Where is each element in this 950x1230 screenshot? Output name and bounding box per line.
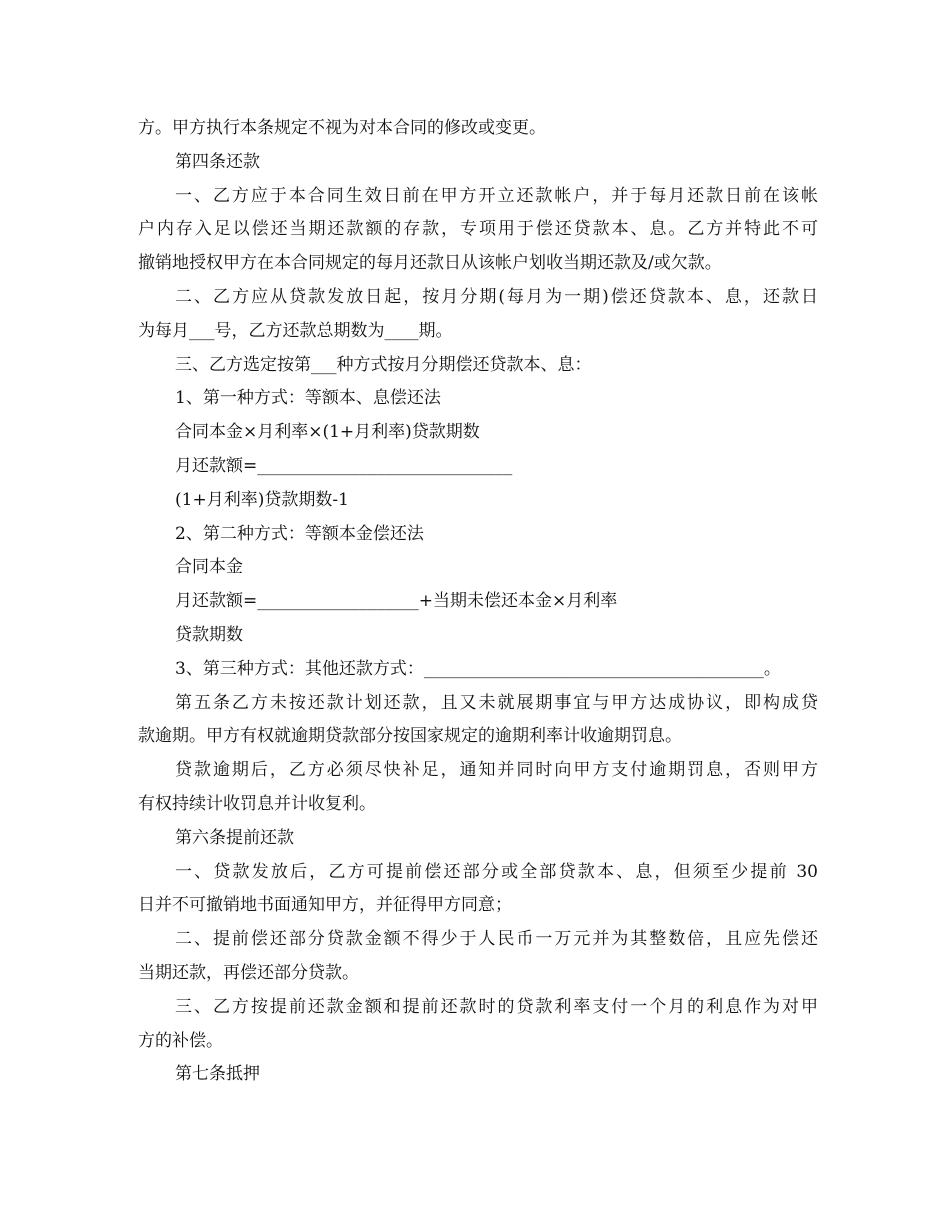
text-line: 二、提前偿还部分贷款金额不得少于人民币一万元并为其整数倍，且应先偿还 — [175, 929, 818, 950]
text-line: 有权持续计收罚息并计收复利。 — [138, 793, 376, 814]
text-line: 三、乙方选定按第___种方式按月分期偿还贷款本、息： — [175, 354, 592, 375]
text-line: 一、贷款发放后，乙方可提前偿还部分或全部贷款本、息，但须至少提前 30 — [175, 861, 818, 882]
text-line: 一、乙方应于本合同生效日前在甲方开立还款帐户，并于每月还款日前在该帐 — [175, 185, 818, 206]
text-line: 贷款期数 — [175, 624, 243, 645]
text-line: 三、乙方按提前还款金额和提前还款时的贷款利率支付一个月的利息作为对甲 — [175, 996, 818, 1017]
text-line: 撤销地授权甲方在本合同规定的每月还款日从该帐户划收当期还款及/或欠款。 — [138, 253, 722, 274]
text-line: 方。甲方执行本条规定不视为对本合同的修改或变更。 — [138, 118, 546, 138]
text-line: 户内存入足以偿还当期还款额的存款，专项用于偿还贷款本、息。乙方并特此不可 — [138, 219, 818, 240]
text-line: 贷款逾期后，乙方必须尽快补足，通知并同时向甲方支付逾期罚息，否则甲方 — [175, 760, 818, 781]
text-line: 第五条乙方未按还款计划还款，且又未就展期事宜与甲方达成协议，即构成贷 — [175, 692, 818, 713]
text-line: 2、第二种方式：等额本金偿还法 — [175, 523, 424, 544]
text-line: 当期还款，再偿还部分贷款。 — [138, 962, 359, 983]
text-line: 月还款额=___________________+当期未偿还本金×月利率 — [175, 591, 618, 612]
text-line: 3、第三种方式：其他还款方式：________________________________________。 — [175, 658, 781, 679]
text-line: 月还款额=______________________________ — [175, 455, 513, 476]
text-line: 合同本金 — [175, 557, 243, 578]
text-line: 第七条抵押 — [175, 1064, 260, 1085]
text-line: 日并不可撤销地书面通知甲方，并征得甲方同意； — [138, 895, 512, 916]
text-line: 1、第一种方式：等额本、息偿还法 — [175, 388, 441, 409]
text-line: 第四条还款 — [175, 151, 260, 172]
document-body — [138, 112, 818, 1092]
text-line: (1+月利率)贷款期数-1 — [175, 489, 349, 510]
text-line: 合同本金×月利率×(1+月利率)贷款期数 — [175, 422, 480, 443]
text-line: 第六条提前还款 — [175, 827, 294, 848]
text-line: 款逾期。甲方有权就逾期贷款部分按国家规定的逾期利率计收逾期罚息。 — [138, 726, 682, 747]
text-line: 方的补偿。 — [138, 1030, 223, 1051]
text-line: 二、乙方应从贷款发放日起，按月分期(每月为一期)偿还贷款本、息，还款日 — [175, 286, 818, 307]
text-line: 为每月___号，乙方还款总期数为____期。 — [138, 320, 453, 341]
